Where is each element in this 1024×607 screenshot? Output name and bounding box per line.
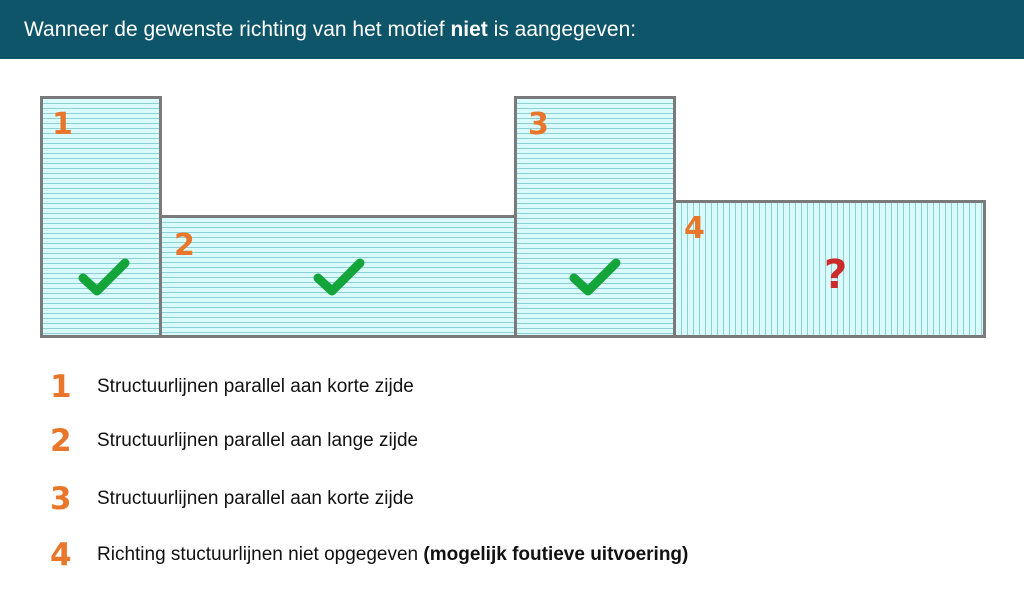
legend-text-regular: Structuurlijnen parallel aan korte zijde [97,376,414,397]
title-part-2: is aangegeven: [487,18,637,41]
legend-number: 1 [50,369,72,405]
panel-3-number: 3 [528,107,549,142]
title-part-1: Wanneer de gewenste richting van het motief [24,18,451,41]
legend-number: 3 [50,481,72,517]
panel-1-number: 1 [52,107,73,142]
legend-text-regular: Structuurlijnen parallel aan korte zijde [97,488,414,509]
header-bar [0,0,1024,59]
check-icon [312,256,366,298]
check-icon [77,256,131,298]
title-bold-word: niet [450,18,488,41]
legend-number: 4 [50,537,72,573]
legend-text [97,487,414,511]
question-mark-icon: ? [824,252,848,298]
legend-text-bold: (mogelijk foutieve uitvoering) [423,544,689,565]
legend-text-regular: Richting stuctuurlijnen niet opgegeven [97,544,424,565]
panel-2-number: 2 [174,228,195,263]
legend-text [97,543,688,567]
legend-text-regular: Structuurlijnen parallel aan lange zijde [97,430,419,451]
check-icon [568,256,622,298]
page-title [24,17,636,43]
legend-text [97,375,414,399]
legend-text [97,429,418,453]
panel-4-number: 4 [684,211,705,246]
legend-number: 2 [50,423,72,459]
